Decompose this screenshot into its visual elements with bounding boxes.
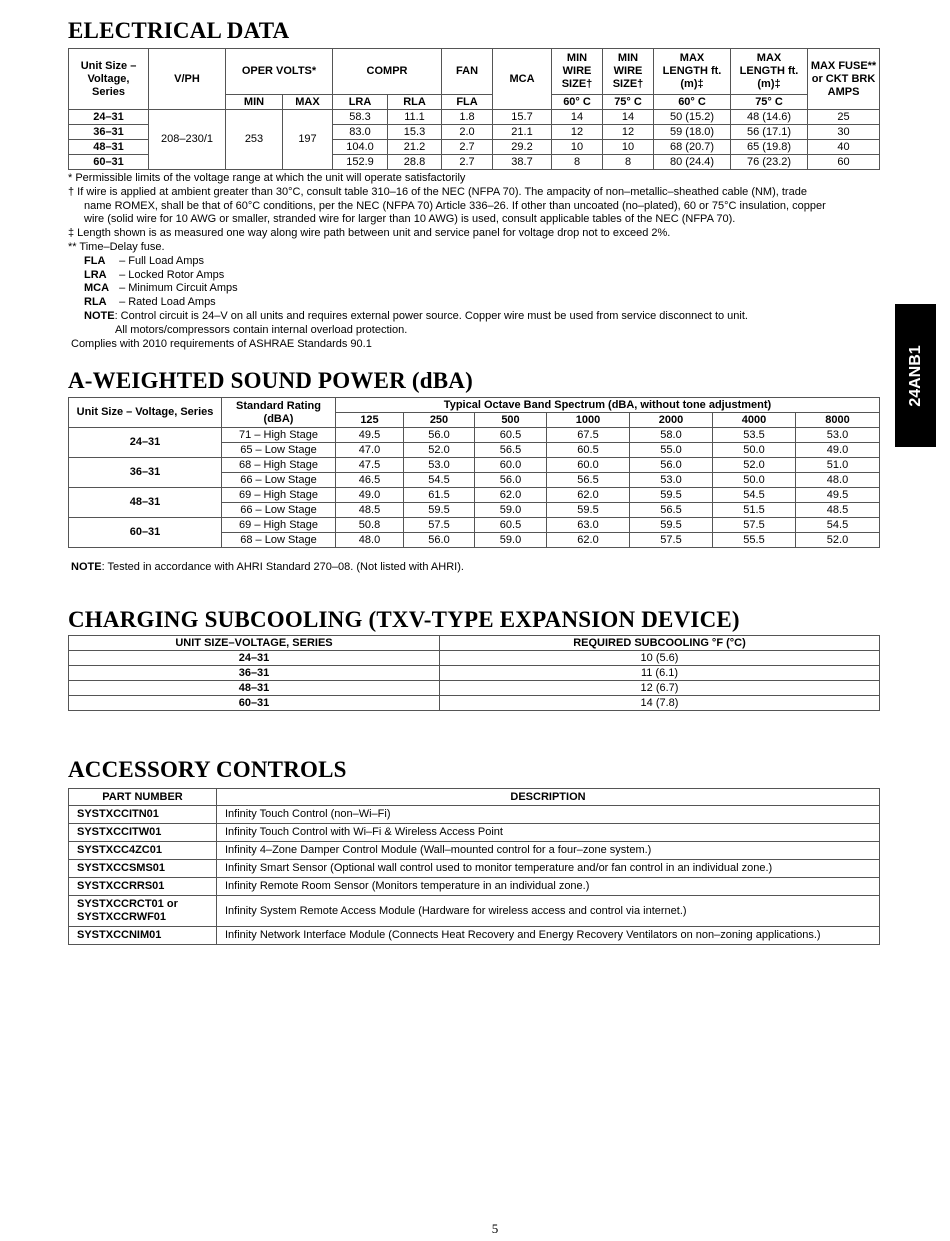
charging-title: CHARGING SUBCOOLING (TXV-TYPE EXPANSION DEVICE): [68, 607, 740, 632]
table-cell: 76 (23.2): [731, 155, 808, 170]
band-value-cell: 52.0: [713, 458, 796, 473]
table-row: [69, 488, 880, 503]
table-cell: 10: [552, 140, 603, 155]
band-value-cell: 54.5: [796, 518, 880, 533]
band-value-cell: 52.0: [404, 443, 475, 458]
header-band: 125: [336, 413, 404, 428]
note-wire-line2: name ROMEX, shall be that of 60°C conditions, per the NEC (NFPA 70) Article 336–26. If other than uncoated (no–plated), 60 or 75°C insulation, copper: [84, 199, 826, 212]
note-overload: All motors/compressors contain internal overload protection.: [115, 323, 408, 336]
unit-size-cell: 24–31: [69, 651, 440, 666]
band-value-cell: 54.5: [404, 473, 475, 488]
header-band: 1000: [547, 413, 630, 428]
accessory-title: ACCESSORY CONTROLS: [68, 757, 347, 782]
band-value-cell: 47.0: [336, 443, 404, 458]
table-cell: 152.9: [333, 155, 388, 170]
unit-size-cell: 36–31: [69, 666, 440, 681]
band-value-cell: 56.0: [630, 458, 713, 473]
band-value-cell: 48.0: [796, 473, 880, 488]
header-max-length-75: MAX LENGTH ft. (m)‡: [731, 49, 808, 95]
sound-table: [68, 397, 880, 548]
rating-cell: 66 – Low Stage: [222, 503, 336, 518]
table-cell: 38.7: [493, 155, 552, 170]
band-value-cell: 56.5: [547, 473, 630, 488]
abbr-rla: RLA – Rated Load Amps: [84, 296, 216, 309]
band-value-cell: 52.0: [796, 533, 880, 548]
header-vph: V/PH: [149, 49, 226, 110]
rating-cell: 69 – High Stage: [222, 488, 336, 503]
band-value-cell: 57.5: [404, 518, 475, 533]
vph-value: 208–230/1: [149, 110, 226, 170]
band-value-cell: 56.0: [475, 473, 547, 488]
sound-note: NOTE: Tested in accordance with AHRI Standard 270–08. (Not listed with AHRI).: [71, 561, 464, 573]
table-cell: 50 (15.2): [654, 110, 731, 125]
table-cell: 80 (24.4): [654, 155, 731, 170]
band-value-cell: 56.5: [630, 503, 713, 518]
table-cell: 21.2: [388, 140, 442, 155]
header-band: 8000: [796, 413, 880, 428]
band-value-cell: 59.5: [630, 488, 713, 503]
abbr-fla: FLA – Full Load Amps: [84, 254, 205, 267]
band-value-cell: 60.0: [475, 458, 547, 473]
header-description: DESCRIPTION: [217, 789, 880, 806]
header-lra: LRA: [333, 95, 388, 110]
table-cell: 21.1: [493, 125, 552, 140]
note-voltage-range: * Permissible limits of the voltage range at which the unit will operate satisfactorily: [68, 172, 466, 184]
band-value-cell: 53.5: [713, 428, 796, 443]
table-row: [69, 458, 880, 473]
table-cell: 1.8: [442, 110, 493, 125]
header-unit: Unit Size – Voltage, Series: [69, 49, 149, 110]
table-cell: 28.8: [388, 155, 442, 170]
header-band: 250: [404, 413, 475, 428]
table-cell: 14: [603, 110, 654, 125]
electrical-notes: [68, 172, 888, 351]
table-row: [69, 878, 880, 896]
header-band: 4000: [713, 413, 796, 428]
note-ashrae: Complies with 2010 requirements of ASHRAE Standards 90.1: [71, 337, 372, 350]
band-value-cell: 59.5: [547, 503, 630, 518]
page-number: 5: [491, 1221, 499, 1236]
header-min-wire-75: MIN WIRE SIZE†: [603, 49, 654, 95]
unit-size-cell: 36–31: [69, 458, 222, 488]
band-value-cell: 56.0: [404, 533, 475, 548]
band-value-cell: 50.0: [713, 473, 796, 488]
electrical-title: ELECTRICAL DATA: [68, 18, 290, 43]
header-required-subcooling: REQUIRED SUBCOOLING °F (°C): [440, 636, 880, 651]
table-row: [69, 428, 880, 443]
table-cell: 40: [808, 140, 880, 155]
header-oper-volts: OPER VOLTS*: [226, 49, 333, 95]
band-value-cell: 58.0: [630, 428, 713, 443]
band-value-cell: 67.5: [547, 428, 630, 443]
table-cell: 56 (17.1): [731, 125, 808, 140]
part-number-cell: SYSTXCCRCT01 or SYSTXCCRWF01: [69, 896, 217, 927]
description-cell: Infinity 4–Zone Damper Control Module (Wall–mounted control for a four–zone system.): [217, 842, 880, 860]
header-max-fuse: MAX FUSE** or CKT BRK AMPS: [808, 49, 880, 110]
table-row: [69, 824, 880, 842]
subcooling-cell: 11 (6.1): [440, 666, 880, 681]
header-band: 500: [475, 413, 547, 428]
band-value-cell: 60.5: [547, 443, 630, 458]
band-value-cell: 49.5: [336, 428, 404, 443]
charging-table: [68, 635, 880, 711]
part-number-cell: SYSTXCCSMS01: [69, 860, 217, 878]
abbr-lra: LRA – Locked Rotor Amps: [84, 268, 225, 281]
part-number-cell: SYSTXCCRRS01: [69, 878, 217, 896]
table-cell: 15.3: [388, 125, 442, 140]
side-tab-label: 24ANB1: [906, 344, 924, 407]
table-cell: 10: [603, 140, 654, 155]
header-fan: FAN: [442, 49, 493, 95]
band-value-cell: 59.5: [630, 518, 713, 533]
header-max: MAX: [283, 95, 333, 110]
band-value-cell: 53.0: [630, 473, 713, 488]
header-band: 2000: [630, 413, 713, 428]
table-cell: 48 (14.6): [731, 110, 808, 125]
header-c75b: 75° C: [731, 95, 808, 110]
table-row: [69, 696, 880, 711]
header-min-wire-60: MIN WIRE SIZE†: [552, 49, 603, 95]
band-value-cell: 60.0: [547, 458, 630, 473]
band-value-cell: 47.5: [336, 458, 404, 473]
table-cell: 68 (20.7): [654, 140, 731, 155]
header-max-length-60: MAX LENGTH ft. (m)‡: [654, 49, 731, 95]
table-cell: 8: [552, 155, 603, 170]
rating-cell: 68 – Low Stage: [222, 533, 336, 548]
band-value-cell: 55.0: [630, 443, 713, 458]
min-volts-value: 253: [226, 110, 283, 170]
table-cell: 36–31: [69, 125, 149, 140]
max-volts-value: 197: [283, 110, 333, 170]
band-value-cell: 55.5: [713, 533, 796, 548]
band-value-cell: 62.0: [547, 488, 630, 503]
table-cell: 12: [603, 125, 654, 140]
table-cell: 30: [808, 125, 880, 140]
table-cell: 59 (18.0): [654, 125, 731, 140]
unit-size-cell: 24–31: [69, 428, 222, 458]
table-cell: 2.7: [442, 155, 493, 170]
table-cell: 48–31: [69, 140, 149, 155]
band-value-cell: 62.0: [475, 488, 547, 503]
band-value-cell: 49.0: [336, 488, 404, 503]
unit-size-cell: 48–31: [69, 681, 440, 696]
table-cell: 15.7: [493, 110, 552, 125]
note-wire-line1: † If wire is applied at ambient greater than 30°C, consult table 310–16 of the NEC (NFPA 70). The ampacity of non–metallic–sheathed cable (NM), trade: [68, 185, 807, 198]
band-value-cell: 60.5: [475, 428, 547, 443]
table-row: [69, 681, 880, 696]
abbr-mca: MCA – Minimum Circuit Amps: [84, 282, 238, 295]
rating-cell: 71 – High Stage: [222, 428, 336, 443]
table-row: [69, 518, 880, 533]
table-cell: 14: [552, 110, 603, 125]
band-value-cell: 53.0: [404, 458, 475, 473]
note-time-delay: ** Time–Delay fuse.: [68, 240, 165, 253]
header-fla: FLA: [442, 95, 493, 110]
header-mca: MCA: [493, 49, 552, 110]
band-value-cell: 46.5: [336, 473, 404, 488]
header-compr: COMPR: [333, 49, 442, 95]
description-cell: Infinity Remote Room Sensor (Monitors temperature in an individual zone.): [217, 878, 880, 896]
header-unit: Unit Size – Voltage, Series: [69, 398, 222, 428]
table-cell: 65 (19.8): [731, 140, 808, 155]
part-number-cell: SYSTXCCNIM01: [69, 927, 217, 945]
table-cell: 58.3: [333, 110, 388, 125]
band-value-cell: 63.0: [547, 518, 630, 533]
table-row: [69, 806, 880, 824]
table-row: [69, 666, 880, 681]
table-cell: 24–31: [69, 110, 149, 125]
band-value-cell: 56.0: [404, 428, 475, 443]
part-number-cell: SYSTXCCITN01: [69, 806, 217, 824]
unit-size-cell: 60–31: [69, 696, 440, 711]
table-cell: 2.0: [442, 125, 493, 140]
band-value-cell: 49.5: [796, 488, 880, 503]
rating-cell: 68 – High Stage: [222, 458, 336, 473]
rating-cell: 65 – Low Stage: [222, 443, 336, 458]
subcooling-cell: 14 (7.8): [440, 696, 880, 711]
band-value-cell: 50.8: [336, 518, 404, 533]
note-control-circuit: NOTE: Control circuit is 24–V on all units and requires external power source. Copper wire must be used from service disconnect to unit.: [84, 309, 748, 322]
band-value-cell: 56.5: [475, 443, 547, 458]
table-row: [69, 860, 880, 878]
band-value-cell: 48.0: [336, 533, 404, 548]
description-cell: Infinity Touch Control (non–Wi–Fi): [217, 806, 880, 824]
table-cell: 29.2: [493, 140, 552, 155]
table-cell: 11.1: [388, 110, 442, 125]
table-cell: 12: [552, 125, 603, 140]
unit-size-cell: 60–31: [69, 518, 222, 548]
band-value-cell: 62.0: [547, 533, 630, 548]
table-cell: 8: [603, 155, 654, 170]
subcooling-cell: 10 (5.6): [440, 651, 880, 666]
accessory-table: [68, 788, 880, 945]
band-value-cell: 48.5: [336, 503, 404, 518]
description-cell: Infinity Network Interface Module (Connects Heat Recovery and Energy Recovery Ventilators on non–zoning applications.): [217, 927, 880, 945]
header-standard-rating: Standard Rating (dBA): [222, 398, 336, 428]
table-cell: 60: [808, 155, 880, 170]
band-value-cell: 61.5: [404, 488, 475, 503]
unit-size-cell: 48–31: [69, 488, 222, 518]
header-spectrum: Typical Octave Band Spectrum (dBA, without tone adjustment): [336, 398, 880, 413]
side-tab: [895, 304, 936, 447]
header-unit-size: UNIT SIZE–VOLTAGE, SERIES: [69, 636, 440, 651]
header-part-number: PART NUMBER: [69, 789, 217, 806]
electrical-table: [68, 48, 880, 170]
rating-cell: 66 – Low Stage: [222, 473, 336, 488]
band-value-cell: 54.5: [713, 488, 796, 503]
table-row: [69, 927, 880, 945]
table-row: [69, 842, 880, 860]
header-min: MIN: [226, 95, 283, 110]
band-value-cell: 51.0: [796, 458, 880, 473]
table-cell: 60–31: [69, 155, 149, 170]
part-number-cell: SYSTXCC4ZC01: [69, 842, 217, 860]
description-cell: Infinity Smart Sensor (Optional wall control used to monitor temperature and/or fan control in an individual zone.): [217, 860, 880, 878]
header-c60b: 60° C: [654, 95, 731, 110]
band-value-cell: 57.5: [713, 518, 796, 533]
part-number-cell: SYSTXCCITW01: [69, 824, 217, 842]
table-row: [69, 896, 880, 927]
band-value-cell: 59.5: [404, 503, 475, 518]
band-value-cell: 57.5: [630, 533, 713, 548]
note-wire-line3: wire (solid wire for 10 AWG or smaller, stranded wire for larger than 10 AWG) is used, consult applicable tables of the NEC (NFPA 70).: [84, 213, 736, 226]
band-value-cell: 50.0: [713, 443, 796, 458]
band-value-cell: 60.5: [475, 518, 547, 533]
table-cell: 25: [808, 110, 880, 125]
band-value-cell: 49.0: [796, 443, 880, 458]
band-value-cell: 53.0: [796, 428, 880, 443]
table-cell: 104.0: [333, 140, 388, 155]
header-c60a: 60° C: [552, 95, 603, 110]
table-cell: 83.0: [333, 125, 388, 140]
table-row: [69, 651, 880, 666]
band-value-cell: 59.0: [475, 503, 547, 518]
band-value-cell: 51.5: [713, 503, 796, 518]
sound-title: A-WEIGHTED SOUND POWER (dBA): [68, 368, 473, 393]
band-value-cell: 59.0: [475, 533, 547, 548]
description-cell: Infinity Touch Control with Wi–Fi & Wireless Access Point: [217, 824, 880, 842]
subcooling-cell: 12 (6.7): [440, 681, 880, 696]
note-length: ‡ Length shown is as measured one way along wire path between unit and service panel for voltage drop not to exceed 2%.: [68, 227, 671, 240]
band-value-cell: 48.5: [796, 503, 880, 518]
header-rla: RLA: [388, 95, 442, 110]
header-c75a: 75° C: [603, 95, 654, 110]
description-cell: Infinity System Remote Access Module (Hardware for wireless access and control via internet.): [217, 896, 880, 927]
table-cell: 2.7: [442, 140, 493, 155]
rating-cell: 69 – High Stage: [222, 518, 336, 533]
